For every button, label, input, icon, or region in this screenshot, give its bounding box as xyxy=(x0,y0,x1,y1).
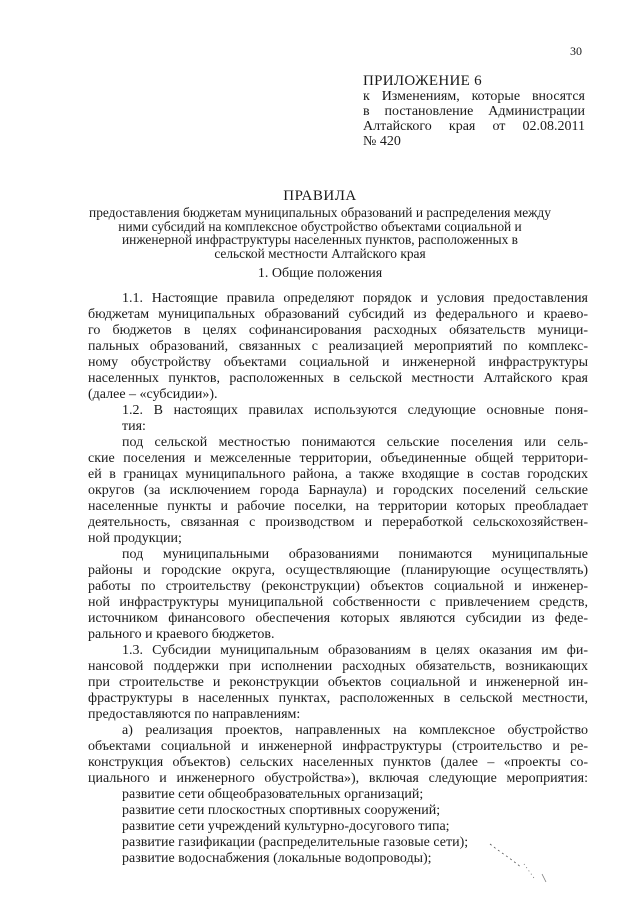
text-line: развитие сети учреждений культурно-досугового типа; xyxy=(122,819,450,834)
section-title: 1. Общие положения xyxy=(257,266,383,281)
subtitle-line: ними субсидий на комплексное обустройство объектами социальной и xyxy=(118,218,522,234)
appendix-line: в постановление Администрации xyxy=(363,104,585,119)
text-line: развитие сети плоскостных спортивных сооружений; xyxy=(122,803,441,818)
text-line: развитие водоснабжения (локальные водопроводы); xyxy=(122,851,432,866)
text-line: работы по строительству (реконструкции) объектов социальной и инженер- xyxy=(88,579,588,594)
text-line: округов (за исключением города Барнаула) и городских поселений сельские xyxy=(88,483,588,498)
page-number: 30 xyxy=(570,44,582,58)
text-line: районы и городские округа, осуществляющие (планирующие осуществлять) xyxy=(88,563,588,578)
text-line: пальных образований, связанных с реализацией мероприятий по комплекс- xyxy=(88,339,588,354)
text-line: объектами социальной и инженерной инфраструктуры (строительство и ре- xyxy=(88,739,588,754)
text-line: тия: xyxy=(122,419,146,434)
text-line: го бюджетов в целях софинансирования расходных обязательств муници- xyxy=(88,323,588,338)
text-line: 1.2. В настоящих правилах используются следующие основные поня- xyxy=(122,403,588,418)
subtitle-line: сельской местности Алтайского края xyxy=(214,245,426,261)
document-title: ПРАВИЛА xyxy=(283,188,357,204)
document-subtitle xyxy=(80,206,560,260)
pen-mark xyxy=(482,838,562,898)
subtitle-line: предоставления бюджетам муниципальных образований и распределения между xyxy=(89,205,551,220)
text-line: под муниципальными образованиями понимаются муниципальные xyxy=(122,547,588,562)
text-line: под сельской местностью понимаются сельские поселения или сель- xyxy=(122,435,588,450)
text-line: развитие газификации (распределительные газовые сети); xyxy=(122,835,469,850)
body-text xyxy=(88,291,588,867)
appendix-line: № 420 xyxy=(363,134,401,149)
text-line: (далее – «субсидии»). xyxy=(88,387,218,402)
text-line: при строительстве и реконструкции объектов социальной и инженерной ин- xyxy=(88,675,588,690)
text-line: населенные пункты и рабочие поселки, на территории которых преобладает xyxy=(88,499,588,514)
text-line: рального и краевого бюджетов. xyxy=(88,627,275,642)
text-line: циального и инженерного обустройства»), включая следующие мероприятия: xyxy=(88,771,588,786)
text-line: ной продукции; xyxy=(88,531,182,546)
appendix-title: ПРИЛОЖЕНИЕ 6 xyxy=(363,73,482,89)
text-line: населенных пунктов, расположенных в сельской местности Алтайского края xyxy=(88,371,588,386)
text-line: источником финансового обеспечения которых являются субсидии из феде- xyxy=(88,611,588,626)
text-line: конструкция объектов) сельских населенных пунктов (далее – «проекты со- xyxy=(88,755,588,770)
text-line: фраструктуры в населенных пунктах, расположенных в сельской местности, xyxy=(88,691,588,706)
text-line: 1.3. Субсидии муниципальным образованиям в целях оказания им фи- xyxy=(122,643,588,658)
text-line: предоставляются по направлениям: xyxy=(88,707,301,722)
appendix-block xyxy=(363,74,585,149)
subtitle-line: инженерной инфраструктуры населенных пунктов, расположенных в xyxy=(121,232,519,247)
text-line: ному обустройству объектами социальной и инженерной инфраструктуры xyxy=(88,355,588,370)
appendix-line: Алтайского края от 02.08.2011 xyxy=(363,119,585,134)
text-line: ские поселения и межселенные территории, объединенные общей территори- xyxy=(88,451,588,466)
text-line: ной инфраструктуры муниципальной собственности с привлечением средств, xyxy=(88,595,588,610)
text-line: ей в границах муниципального района, а также входящие в состав городских xyxy=(88,467,588,482)
text-line: нансовой поддержки при исполнении расходных обязательств, возникающих xyxy=(88,659,588,674)
text-line: деятельность, связанная с производством и переработкой сельскохозяйствен- xyxy=(88,515,588,530)
text-line: развитие сети общеобразовательных организаций; xyxy=(122,787,424,802)
text-line: 1.1. Настоящие правила определяют порядок и условия предоставления xyxy=(122,291,588,306)
appendix-line: к Изменениям, которые вносятся xyxy=(363,89,585,104)
text-line: бюджетам муниципальных образований субсидий из федерального и краево- xyxy=(88,307,588,322)
text-line: а) реализация проектов, направленных на комплексное обустройство xyxy=(122,723,588,738)
